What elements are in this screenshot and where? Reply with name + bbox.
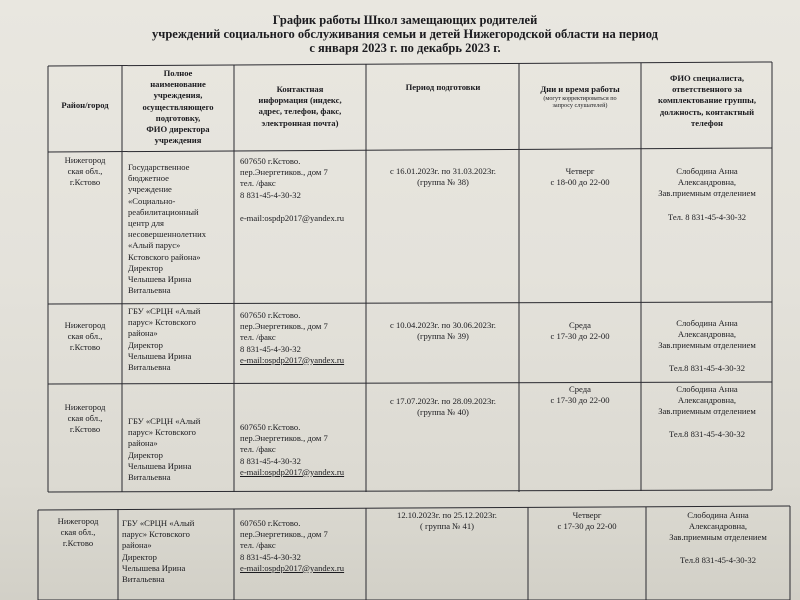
row4-period xyxy=(368,510,526,532)
institution-line: центр для xyxy=(128,218,164,229)
row1-district xyxy=(50,155,120,189)
header-contacts-line: Контактная xyxy=(276,84,324,94)
institution-line: бюджетное xyxy=(128,173,169,184)
institution-line: Директор xyxy=(128,449,163,460)
district-line: Нижегород xyxy=(64,320,106,330)
specialist-phone: Тел.8 831-45-4-30-32 xyxy=(668,362,746,373)
email-link[interactable]: e-mail:ospdp2017@yandex.ru xyxy=(240,212,345,223)
district-line: Нижегород xyxy=(57,516,99,526)
header-contacts-line: адрес, телефон, факс, xyxy=(258,106,342,117)
institution-line: района» xyxy=(128,328,158,339)
district-line: г.Кстово xyxy=(69,424,101,435)
institution-line: ГБУ «СРЦН «Алый xyxy=(128,306,201,316)
header-institution-line: подготовку, xyxy=(155,112,201,123)
contact-line: 8 831-45-4-30-32 xyxy=(240,189,301,200)
header-period: Период подготовки xyxy=(405,82,481,92)
header-institution-line: учреждения, xyxy=(153,90,203,101)
header-district: Район/город xyxy=(61,100,109,110)
title-line-2: учреждений социального обслуживания семьи и детей Нижегородской области на период xyxy=(152,27,658,41)
header-institution-line: наименование xyxy=(150,79,206,90)
institution-line: Директор xyxy=(128,339,163,350)
contact-line: тел. /факс xyxy=(240,178,276,189)
email-link[interactable]: e-mail:ospdp2017@yandex.ru xyxy=(240,354,345,365)
contact-line: 8 831-45-4-30-32 xyxy=(240,343,301,354)
period-group: (группа № 40) xyxy=(417,407,469,418)
specialist-line: Александровна, xyxy=(677,329,737,340)
header-specialist-line: ответственного за xyxy=(672,84,742,95)
row4-specialist xyxy=(648,510,788,566)
schedule-day: Четверг xyxy=(572,510,602,520)
specialist-line: Александровна, xyxy=(677,395,737,406)
row3-schedule xyxy=(521,384,639,406)
period-group: ( группа № 41) xyxy=(420,521,474,532)
specialist-line: Зав.приемным отделением xyxy=(658,340,756,351)
specialist-phone: Тел.8 831-45-4-30-32 xyxy=(679,554,757,565)
specialist-line: Слободина Анна xyxy=(676,318,738,328)
district-line: Нижегород xyxy=(64,155,106,165)
row2-specialist xyxy=(643,318,771,374)
institution-line: реабилитационный xyxy=(128,206,199,217)
institution-line: Директор xyxy=(128,262,163,273)
schedule-day: Среда xyxy=(569,384,591,394)
row3-district xyxy=(50,402,120,436)
header-days xyxy=(521,84,639,109)
schedule-day: Среда xyxy=(569,320,591,330)
specialist-phone: Тел. 8 831-45-4-30-32 xyxy=(667,211,747,222)
specialist-line: Зав.приемным отделением xyxy=(669,532,767,543)
period-dates: с 10.04.2023г. по 30.06.2023г. xyxy=(390,320,496,330)
schedule-time: с 17-30 до 22-00 xyxy=(557,521,617,532)
header-contacts xyxy=(236,84,364,129)
schedule-time: с 18-00 до 22-00 xyxy=(550,177,610,188)
contact-line: 8 831-45-4-30-32 xyxy=(240,455,301,466)
institution-line: района» xyxy=(128,438,158,449)
district-line: г.Кстово xyxy=(69,177,101,188)
period-group: (группа № 38) xyxy=(417,177,469,188)
header-institution-line: Полное xyxy=(163,68,193,78)
email-link[interactable]: e-mail:ospdp2017@yandex.ru xyxy=(240,562,345,573)
institution-line: учреждение xyxy=(128,184,172,195)
contact-line: 607650 г.Кстово. xyxy=(240,310,301,320)
row3-specialist xyxy=(643,384,771,440)
institution-line: района» xyxy=(122,540,152,551)
contact-line: пер.Энергетиков., дом 7 xyxy=(240,529,328,540)
specialist-line: Александровна, xyxy=(688,521,748,532)
institution-line: Челышева Ирина xyxy=(128,274,192,285)
specialist-phone: Тел.8 831-45-4-30-32 xyxy=(668,428,746,439)
institution-line: парус» Кстовского xyxy=(122,529,190,540)
header-days-note: запросу слушателей) xyxy=(552,102,608,110)
institution-line: Челышева Ирина xyxy=(122,562,186,573)
institution-line: парус» Кстовского xyxy=(128,317,196,328)
period-dates: с 16.01.2023г. по 31.03.2023г. xyxy=(390,166,496,176)
schedule-time: с 17-30 до 22-00 xyxy=(550,331,610,342)
header-contacts-line: информация (индекс, xyxy=(258,95,342,106)
district-line: г.Кстово xyxy=(69,342,101,353)
contact-line: пер.Энергетиков., дом 7 xyxy=(240,167,328,178)
contact-line: 607650 г.Кстово. xyxy=(240,518,301,528)
row4-schedule xyxy=(530,510,644,532)
row4-contacts xyxy=(240,518,364,574)
district-line: ская обл., xyxy=(67,166,103,177)
header-specialist-line: должность, контактный xyxy=(659,106,755,117)
row1-period xyxy=(368,166,518,188)
row1-schedule xyxy=(521,166,639,188)
schedule-day: Четверг xyxy=(565,166,595,176)
specialist-line: Зав.приемным отделением xyxy=(658,406,756,417)
header-contacts-line: электронная почта) xyxy=(261,117,339,128)
institution-line: Челышева Ирина xyxy=(128,460,192,471)
institution-line: Витальевна xyxy=(128,472,171,483)
institution-line: Витальевна xyxy=(128,362,171,373)
specialist-line: Слободина Анна xyxy=(676,166,738,176)
specialist-line: Александровна, xyxy=(677,177,737,188)
specialist-line: Зав.приемным отделением xyxy=(658,188,756,199)
period-group: (группа № 39) xyxy=(417,331,469,342)
institution-line: несовершеннолетних xyxy=(128,229,207,240)
header-institution xyxy=(124,68,232,146)
specialist-line: Слободина Анна xyxy=(687,510,749,520)
institution-line: Витальевна xyxy=(122,574,165,585)
header-days-title: Дни и время работы xyxy=(540,84,620,94)
row1-specialist xyxy=(643,166,771,223)
institution-line: Витальевна xyxy=(128,285,171,296)
period-dates: 12.10.2023г. по 25.12.2023г. xyxy=(397,510,497,520)
institution-line: Кстовского района» xyxy=(128,251,201,262)
header-specialist-line: ФИО специалиста, xyxy=(669,73,745,83)
period-dates: с 17.07.2023г. по 28.09.2023г. xyxy=(390,396,496,406)
schedule-time: с 17-30 до 22-00 xyxy=(550,395,610,406)
district-line: ская обл., xyxy=(67,413,103,424)
institution-line: «Социально- xyxy=(128,195,176,206)
contact-line: пер.Энергетиков., дом 7 xyxy=(240,433,328,444)
specialist-line: Слободина Анна xyxy=(676,384,738,394)
institution-line: Челышева Ирина xyxy=(128,350,192,361)
district-line: г.Кстово xyxy=(62,538,94,549)
institution-line: ГБУ «СРЦН «Алый xyxy=(128,416,201,426)
row1-institution xyxy=(128,162,233,296)
header-institution-line: ФИО директора xyxy=(146,124,210,135)
header-specialist-line: комплектование группы, xyxy=(658,95,756,106)
contact-line: тел. /факс xyxy=(240,540,276,551)
header-institution-line: осуществляющего xyxy=(142,101,214,112)
district-line: ская обл., xyxy=(60,527,96,538)
row4-institution xyxy=(122,518,232,585)
row2-period xyxy=(368,320,518,342)
row2-contacts xyxy=(240,310,364,366)
title-line-3: с января 2023 г. по декабрь 2023 г. xyxy=(309,41,501,55)
header-days-note: (могут корректироваться по xyxy=(543,95,617,103)
institution-line: Директор xyxy=(122,551,157,562)
contact-line: 607650 г.Кстово. xyxy=(240,422,301,432)
title-line-1: График работы Школ замещающих родителей xyxy=(272,13,538,27)
row3-period xyxy=(368,396,518,418)
row2-institution xyxy=(128,306,233,373)
row2-schedule xyxy=(521,320,639,342)
row4-district xyxy=(40,516,116,550)
institution-line: парус» Кстовского xyxy=(128,427,196,438)
contact-line: 8 831-45-4-30-32 xyxy=(240,551,301,562)
contact-line: пер.Энергетиков., дом 7 xyxy=(240,321,328,332)
header-specialist-line: телефон xyxy=(691,117,723,128)
institution-line: Государственное xyxy=(128,162,190,172)
row3-institution xyxy=(128,416,233,483)
institution-line: «Алый парус» xyxy=(128,240,181,251)
row1-contacts xyxy=(240,156,364,224)
row2-district xyxy=(50,320,120,354)
contact-line: 607650 г.Кстово. xyxy=(240,156,301,166)
institution-line: ГБУ «СРЦН «Алый xyxy=(122,518,195,528)
email-link[interactable]: e-mail:ospdp2017@yandex.ru xyxy=(240,466,345,477)
district-line: ская обл., xyxy=(67,331,103,342)
contact-line: тел. /факс xyxy=(240,332,276,343)
district-line: Нижегород xyxy=(64,402,106,412)
header-specialist xyxy=(643,73,771,129)
contact-line: тел. /факс xyxy=(240,444,276,455)
row3-contacts xyxy=(240,422,364,478)
header-institution-line: учреждения xyxy=(154,135,202,146)
